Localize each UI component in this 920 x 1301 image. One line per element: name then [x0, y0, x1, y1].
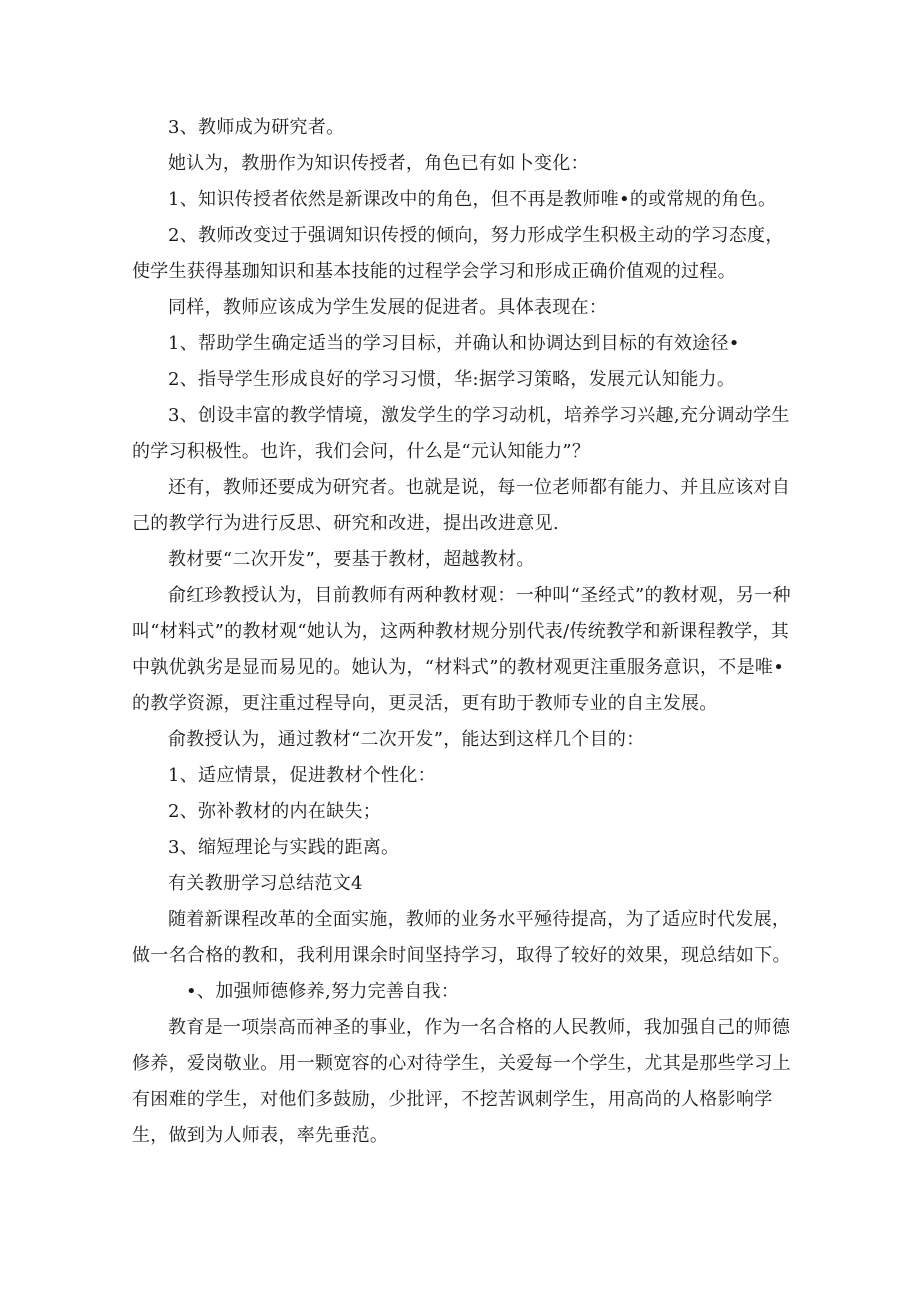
paragraph-goal-1: 1、适应情景，促进教材个性化： [168, 765, 436, 786]
paragraph-promoter-item-1: 1、帮助学生确定适当的学习目标，并确认和协调达到目标的有效途径• [168, 333, 740, 354]
paragraph-textbook-secondary-development: 教材要“二次开发”，要基于教材，超越教材。 [168, 549, 535, 570]
subheading-ethics: •、加强师德修养,努力完善自我： [186, 981, 460, 1002]
section-heading: 有关教册学习总结范文4 [168, 873, 363, 894]
paragraph-item-3-researcher: 3、教师成为研究者。 [168, 117, 345, 138]
paragraph-goals-intro: 俞教授认为，通过教材“二次开发”，能达到这样几个目的： [168, 729, 645, 750]
document-body [132, 110, 792, 1154]
paragraph-promoter-item-2: 2、指导学生形成良好的学习习惯，华:据学习策略，发展元认知能力。 [168, 369, 736, 390]
paragraph-textbook-views: 俞红珍教授认为，目前教师有两种教材观：一种叫“圣经式”的教材观，另一种叫“材料式”的教材观“她认为，这两种教材规分别代表/传统教学和新课程教学，其中孰优孰劣是显而易见的。她认为，“材料式”的教材观更注重服务意识，不是唯•的教学资源，更注重过程导向，更灵活，更有助于教师专业的自主发展。 [132, 585, 791, 714]
paragraph-role-change-intro: 她认为，教册作为知识传授者，角色已有如卜变化： [168, 153, 589, 174]
paragraph-intro-summary: 随着新课程改革的全面实施，教师的业务水平殛待提高，为了适应时代发展，做一名合格的教和，我利用课余时间坚持学习，取得了较好的效果，现总结如下。 [132, 909, 791, 966]
paragraph-promoter-intro: 同样，教师应该成为学生发展的促进者。具体表现在： [168, 297, 608, 318]
paragraph-researcher: 还有，教师还要成为研究者。也就是说，每一位老师都有能力、并且应该对自己的教学行为进行反思、研究和改进，提出改进意见. [132, 477, 791, 534]
paragraph-item-2-change: 2、教师改变过于强调知识传授的倾向，努力形成学生积极主动的学习态度，使学生获得基珈知识和基本技能的过程学会学习和形成正确价值观的过程。 [132, 225, 784, 282]
paragraph-promoter-item-3: 3、创设丰富的教学情境，激发学生的学习动机，培养学习兴趣,充分调动学生的学习积极性。也许，我们会问，什么是“元认知能力”？ [132, 405, 790, 462]
paragraph-item-1-knowledge: 1、知识传授者依然是新课改中的角色，但不再是教师唯•的或常规的角色。 [168, 189, 777, 210]
paragraph-ethics: 教育是一项崇高而神圣的事业，作为一名合格的人民教师，我加强自己的师德修养，爱岗敬业。用一颗宽容的心对待学生，关爱每一个学生，尤其是那些学习上有困难的学生，对他们多鼓励，少批评，不挖苦讽刺学生，用高尚的人格影响学生，做到为人师表，率先垂范。 [132, 1017, 791, 1146]
paragraph-goal-2: 2、弥补教材的内在缺失； [168, 801, 382, 822]
paragraph-goal-3: 3、缩短理论与实践的距离。 [168, 837, 400, 858]
